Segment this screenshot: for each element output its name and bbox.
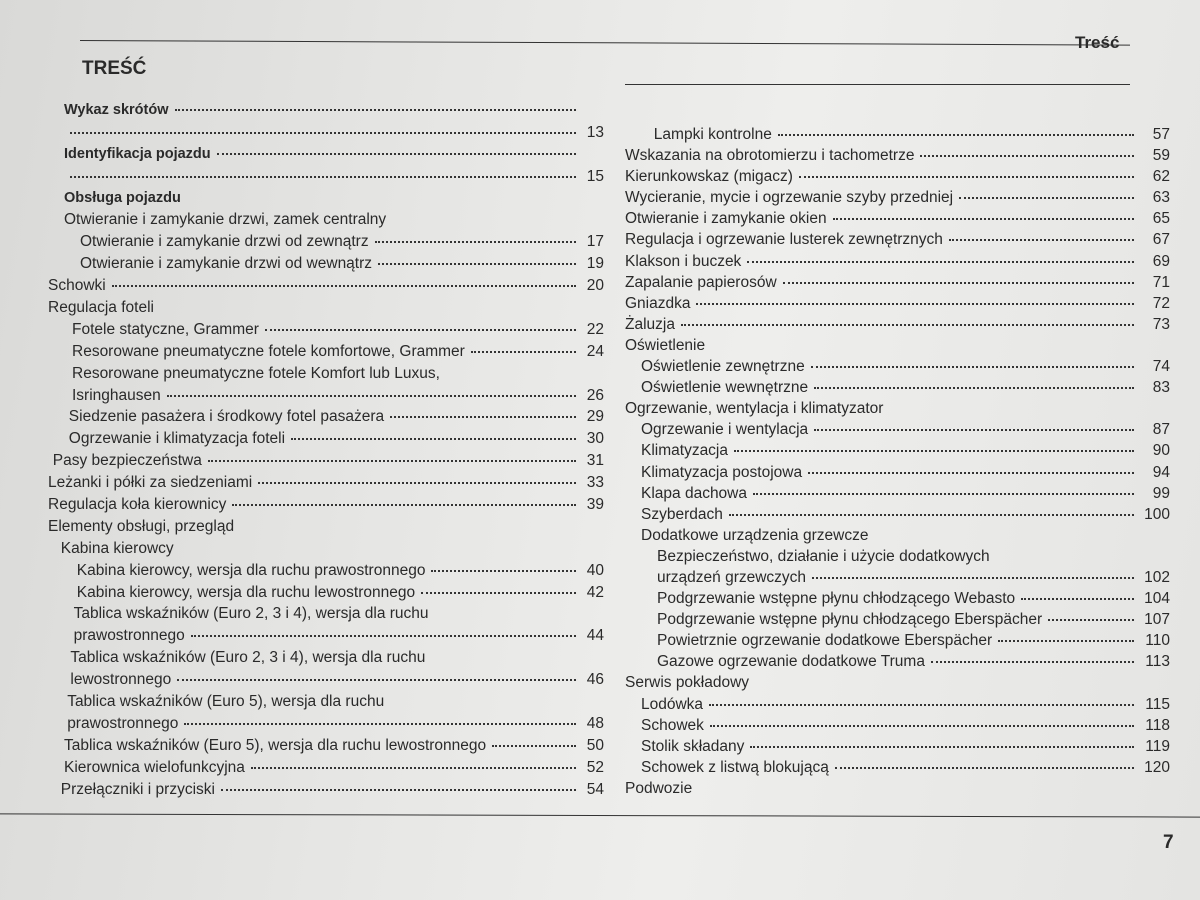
toc-entry-title: prawostronnego <box>73 627 185 645</box>
toc-entry-title: Dodatkowe urządzenia grzewcze <box>641 526 869 544</box>
toc-entry-title: Isringhausen <box>72 386 161 404</box>
toc-entry <box>625 358 1170 379</box>
toc-entry-title: Identyfikacja pojazdu <box>64 145 211 162</box>
toc-entry-page: 40 <box>586 561 604 579</box>
toc-entry <box>48 627 604 649</box>
toc-entry-title: Ogrzewanie i klimatyzacja foteli <box>68 430 286 448</box>
toc-entry <box>48 562 604 584</box>
toc-entry <box>48 190 604 212</box>
toc-entry <box>48 649 604 671</box>
dot-leader <box>729 514 1134 516</box>
toc-entry <box>625 442 1170 463</box>
toc-entry <box>625 759 1170 780</box>
dot-leader <box>232 504 576 506</box>
toc-entry-page: 33 <box>586 474 604 492</box>
toc-entry <box>625 653 1170 674</box>
toc-entry-page: 110 <box>1145 632 1170 650</box>
toc-entry <box>48 321 604 343</box>
toc-entry-title: Wycieranie, mycie i ogrzewanie szyby przedniej <box>625 189 954 207</box>
toc-entry-title: Kabina kierowcy, wersja dla ruchu lewostronnego <box>76 583 416 601</box>
toc-entry-title: Schowek <box>641 716 704 734</box>
toc-entry <box>625 569 1170 590</box>
toc-entry-page: 119 <box>1145 737 1170 755</box>
toc-entry-title: Schowki <box>48 277 106 295</box>
toc-entry <box>48 124 604 146</box>
toc-entry <box>48 365 604 387</box>
toc-entry-title: Otwieranie i zamykanie drzwi od zewnątrz <box>80 233 369 251</box>
dot-leader <box>696 303 1134 305</box>
toc-entry <box>48 693 604 715</box>
toc-entry <box>625 168 1170 189</box>
toc-entry-page: 22 <box>586 320 604 338</box>
toc-entry-title: Podgrzewanie wstępne płynu chłodzącego Eberspächer <box>657 611 1043 629</box>
toc-entry-title: Tablica wskaźników (Euro 5), wersja dla ruchu <box>67 693 385 711</box>
toc-entry-page: 65 <box>1152 210 1170 228</box>
toc-entry-page: 20 <box>586 277 604 295</box>
toc-entry <box>625 632 1170 653</box>
toc-entry-page: 118 <box>1145 716 1170 734</box>
toc-entry-page: 59 <box>1152 147 1170 165</box>
toc-entry <box>625 316 1170 337</box>
toc-entry-page: 71 <box>1152 273 1170 291</box>
dot-leader <box>931 661 1134 663</box>
toc-entry <box>48 343 604 365</box>
toc-entry-page: 100 <box>1144 505 1170 523</box>
toc-entry-title: Tablica wskaźników (Euro 2, 3 i 4), wersja dla ruchu <box>73 605 429 623</box>
toc-entry-title: Kierownica wielofunkcyjna <box>64 758 245 776</box>
toc-entry-title: Wykaz skrótów <box>64 102 169 118</box>
toc-entry-page: 83 <box>1152 379 1170 397</box>
toc-left-column <box>48 102 604 803</box>
toc-entry-page: 120 <box>1144 758 1170 776</box>
toc-entry-title: Kabina kierowcy <box>60 539 174 557</box>
running-header: Treść <box>1075 33 1120 52</box>
toc-entry-page: 115 <box>1145 695 1170 713</box>
toc-entry-title: lewostronnego <box>70 671 172 689</box>
toc-entry <box>48 540 604 562</box>
dot-leader <box>184 723 576 725</box>
toc-entry <box>625 485 1170 506</box>
toc-entry <box>625 295 1170 316</box>
toc-entry <box>625 674 1170 695</box>
toc-entry <box>625 274 1170 295</box>
toc-entry <box>48 759 604 781</box>
toc-entry <box>48 474 604 496</box>
dot-leader <box>265 329 576 331</box>
dot-leader <box>959 197 1134 199</box>
toc-entry-page: 13 <box>586 123 604 141</box>
dot-leader <box>812 577 1134 579</box>
dot-leader <box>778 134 1134 136</box>
toc-entry <box>48 605 604 627</box>
dot-leader <box>1048 619 1134 621</box>
page-title: TREŚĆ <box>82 58 147 79</box>
toc-entry-title: Tablica wskaźników (Euro 2, 3 i 4), wersja dla ruchu <box>70 649 426 667</box>
toc-entry-page: 17 <box>586 233 604 251</box>
toc-entry <box>625 464 1170 485</box>
dot-leader <box>835 767 1134 769</box>
toc-entry-title: Lodówka <box>641 695 704 713</box>
toc-entry-title: Tablica wskaźników (Euro 5), wersja dla ruchu lewostronnego <box>64 736 487 754</box>
toc-entry-title: Regulacja foteli <box>48 299 154 317</box>
toc-entry <box>48 233 604 255</box>
toc-entry-page: 15 <box>586 167 604 185</box>
dot-leader <box>833 218 1134 220</box>
toc-entry <box>48 211 604 233</box>
toc-entry-page: 62 <box>1152 168 1170 186</box>
toc-entry <box>48 452 604 474</box>
dot-leader <box>291 438 576 440</box>
dot-leader <box>734 450 1134 452</box>
toc-entry <box>625 506 1170 527</box>
toc-entry-page: 87 <box>1152 421 1170 439</box>
dot-leader <box>217 153 576 155</box>
toc-entry-title: Otwieranie i zamykanie drzwi, zamek centralny <box>64 211 387 229</box>
dot-leader <box>175 109 577 111</box>
toc-entry <box>48 518 604 540</box>
toc-entry-title: Fotele statyczne, Grammer <box>72 320 259 338</box>
dot-leader <box>492 745 576 747</box>
toc-entry-page: 63 <box>1152 189 1170 207</box>
toc-entry <box>625 738 1170 759</box>
toc-entry-page: 46 <box>586 671 604 689</box>
toc-entry <box>625 590 1170 611</box>
toc-entry-title: Otwieranie i zamykanie drzwi od wewnątrz <box>80 255 373 273</box>
page-number: 7 <box>1163 832 1174 853</box>
toc-entry <box>48 584 604 606</box>
toc-entry-title: Serwis pokładowy <box>625 674 750 692</box>
toc-entry-title: Otwieranie i zamykanie okien <box>625 210 827 228</box>
toc-entry-page: 102 <box>1144 568 1170 586</box>
toc-entry <box>48 146 604 168</box>
toc-entry-page: 50 <box>586 736 604 754</box>
toc-entry-page: 24 <box>586 342 604 360</box>
toc-entry-title: Kierunkowskaz (migacz) <box>625 168 793 186</box>
toc-entry-title: Żaluzja <box>625 315 675 333</box>
toc-entry <box>48 737 604 759</box>
toc-entry <box>48 277 604 299</box>
toc-entry-page: 31 <box>586 452 604 470</box>
toc-entry <box>625 696 1170 717</box>
dot-leader <box>191 635 576 637</box>
toc-entry-title: urządzeń grzewczych <box>657 568 807 586</box>
toc-entry-title: Regulacja i ogrzewanie lusterek zewnętrznych <box>625 231 943 249</box>
toc-entry <box>48 387 604 409</box>
dot-leader <box>783 282 1134 284</box>
right-header-rule <box>625 84 1130 85</box>
toc-entry-title: Podgrzewanie wstępne płynu chłodzącego Webasto <box>657 590 1016 608</box>
toc-entry-title: Resorowane pneumatyczne fotele komfortowe, Grammer <box>72 342 465 360</box>
toc-entry-page: 52 <box>586 758 604 776</box>
toc-right-column <box>625 126 1170 801</box>
toc-entry-page: 39 <box>586 496 604 514</box>
toc-entry-page: 99 <box>1152 484 1170 502</box>
dot-leader <box>750 746 1134 748</box>
toc-entry-title: Ogrzewanie i wentylacja <box>641 421 809 439</box>
toc-entry-page: 74 <box>1152 358 1170 376</box>
dot-leader <box>167 395 576 397</box>
toc-entry-title: Oświetlenie wewnętrzne <box>641 379 809 397</box>
toc-entry-title: Klakson i buczek <box>625 252 742 270</box>
toc-entry-title: Regulacja koła kierownicy <box>48 496 227 514</box>
toc-entry <box>48 496 604 518</box>
dot-leader <box>378 263 576 265</box>
toc-entry-page: 104 <box>1144 590 1170 608</box>
toc-entry-page: 113 <box>1145 653 1170 671</box>
toc-entry-title: Oświetlenie <box>625 336 706 354</box>
toc-entry-title: Stolik składany <box>641 737 745 755</box>
dot-leader <box>709 704 1134 706</box>
toc-entry <box>48 255 604 277</box>
toc-entry <box>625 147 1170 168</box>
toc-entry <box>625 210 1170 231</box>
toc-entry-page: 48 <box>586 714 604 732</box>
toc-entry-title: Klimatyzacja postojowa <box>641 463 803 481</box>
toc-entry <box>48 430 604 452</box>
toc-entry <box>48 299 604 321</box>
toc-entry-page: 73 <box>1152 315 1170 333</box>
toc-entry-title: Elementy obsługi, przegląd <box>48 517 235 535</box>
dot-leader <box>681 324 1134 326</box>
toc-entry-page: 30 <box>586 430 604 448</box>
toc-entry-page: 67 <box>1152 231 1170 249</box>
toc-entry <box>48 715 604 737</box>
toc-entry-title: Powietrznie ogrzewanie dodatkowe Eberspächer <box>657 632 993 650</box>
dot-leader <box>251 767 576 769</box>
dot-leader <box>70 176 576 178</box>
toc-entry <box>625 231 1170 252</box>
toc-entry <box>625 527 1170 548</box>
toc-entry-page: 94 <box>1152 463 1170 481</box>
toc-entry <box>625 717 1170 738</box>
dot-leader <box>949 239 1134 241</box>
toc-entry-page: 54 <box>586 780 604 798</box>
toc-entry-page: 90 <box>1152 442 1170 460</box>
toc-entry <box>625 400 1170 421</box>
toc-entry-title: Klimatyzacja <box>641 442 728 460</box>
toc-entry <box>48 671 604 693</box>
toc-entry-page: 69 <box>1152 252 1170 270</box>
toc-entry <box>48 781 604 803</box>
toc-entry <box>625 780 1170 801</box>
dot-leader <box>208 460 576 462</box>
dot-leader <box>471 351 576 353</box>
toc-entry-title: Zapalanie papierosów <box>625 273 777 291</box>
dot-leader <box>221 789 576 791</box>
toc-entry-title: Obsługa pojazdu <box>64 189 181 206</box>
toc-entry-title: Schowek z listwą blokującą <box>641 758 829 776</box>
toc-entry <box>625 337 1170 358</box>
dot-leader <box>808 472 1134 474</box>
toc-entry-title: Resorowane pneumatyczne fotele Komfort lub Luxus, <box>72 364 440 382</box>
dot-leader <box>799 176 1134 178</box>
toc-entry-page: 44 <box>586 627 604 645</box>
dot-leader <box>421 592 576 594</box>
dot-leader <box>112 285 576 287</box>
toc-entry <box>625 421 1170 442</box>
toc-entry <box>48 408 604 430</box>
dot-leader <box>753 493 1134 495</box>
toc-entry-title: Podwozie <box>625 779 693 797</box>
toc-entry-title: Gniazdka <box>625 294 691 312</box>
dot-leader <box>431 570 576 572</box>
dot-leader <box>177 679 576 681</box>
dot-leader <box>1021 598 1134 600</box>
toc-entry <box>625 126 1170 147</box>
toc-entry-page: 107 <box>1144 611 1170 629</box>
toc-entry <box>48 102 604 124</box>
toc-entry-title: Wskazania na obrotomierzu i tachometrze <box>625 147 915 165</box>
bottom-rule <box>0 813 1200 818</box>
dot-leader <box>747 261 1134 263</box>
toc-entry-title: Szyberdach <box>641 505 723 523</box>
dot-leader <box>710 725 1134 727</box>
dot-leader <box>70 132 576 134</box>
toc-entry <box>48 168 604 190</box>
dot-leader <box>920 155 1134 157</box>
toc-entry <box>625 611 1170 632</box>
toc-entry <box>625 548 1170 569</box>
toc-entry-title: prawostronnego <box>67 714 179 732</box>
toc-entry-page: 57 <box>1152 126 1170 143</box>
toc-entry-title: Klapa dachowa <box>641 484 747 502</box>
top-rule <box>80 40 1130 46</box>
dot-leader <box>814 387 1134 389</box>
toc-entry <box>625 189 1170 210</box>
toc-entry-title: Pasy bezpieczeństwa <box>52 452 202 470</box>
toc-entry-title: Lampki kontrolne <box>653 126 772 143</box>
toc-entry-title: Gazowe ogrzewanie dodatkowe Truma <box>657 653 925 671</box>
toc-entry-title: Bezpieczeństwo, działanie i użycie dodatkowych <box>657 547 990 565</box>
toc-entry-title: Oświetlenie zewnętrzne <box>641 358 805 376</box>
dot-leader <box>390 416 576 418</box>
dot-leader <box>375 241 576 243</box>
toc-entry-page: 29 <box>586 408 604 426</box>
toc-entry-title: Ogrzewanie, wentylacja i klimatyzator <box>625 400 884 418</box>
toc-entry <box>625 379 1170 400</box>
toc-entry-page: 42 <box>586 583 604 601</box>
toc-entry-title: Leżanki i półki za siedzeniami <box>48 474 253 492</box>
toc-entry-title: Przełączniki i przyciski <box>60 780 215 798</box>
toc-entry <box>625 253 1170 274</box>
toc-entry-page: 72 <box>1152 294 1170 312</box>
dot-leader <box>811 366 1134 368</box>
toc-entry-title: Kabina kierowcy, wersja dla ruchu prawostronnego <box>76 561 426 579</box>
toc-entry-page: 19 <box>586 255 604 273</box>
toc-entry-title: Siedzenie pasażera i środkowy fotel pasażera <box>68 408 385 426</box>
toc-entry-page: 26 <box>586 386 604 404</box>
dot-leader <box>998 640 1134 642</box>
dot-leader <box>258 482 576 484</box>
dot-leader <box>814 429 1134 431</box>
